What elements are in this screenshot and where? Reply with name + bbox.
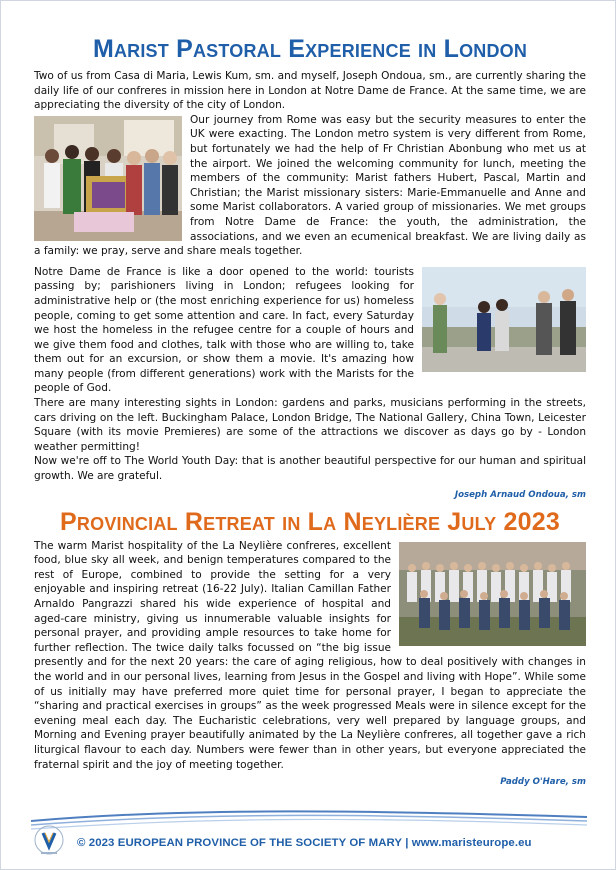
article1-para5: Now we're off to The World Youth Day: that is another beautiful perspective for our human and spiritual growth. We are grateful. [34,455,586,483]
article1-title: Marist Pastoral Experience in London [92,35,528,63]
photo-group-outdoors [422,267,586,372]
footer-wave-decoration [31,807,587,835]
footer-separator: | [405,837,409,849]
article1-para3: Notre Dame de France is like a door opened to the world: tourists passing by; parishioners living in London; refugees looking for administrative help or (the most enriching experience for us) homeless people, coming to get some attention and care. In fact, every Saturday we host the homeless in the refugee centre for a couple of hours and we give them food and clothes, talk with those who are willing to, take them out for an excursion, or show them a movie. It's amazing how many people (from different generations) work with the Marists for the people of God. [34,265,414,395]
article2-para1: The warm Marist hospitality of the La Neylière confreres, excellent food, blue sky all week, and benign temperatures compared to the rest of Europe, combined to provide the setting for a very enjoyable and inspiring retreat (16-22 July). Italian Camillan Father Arnaldo Pangrazzi shared his wide experience of hospital and aged-care ministry, giving us innumerable valuable insights for personal prayer, and providing ample resources to take home for further reflection. The twice daily talks focussed on “the big issue presently and for the next 20 years: the care of aging religious, how to deal positively with changes in the world and in our personal lives, learning from Jesus in the Gospel and living with Hope”. While some of us initially may have preferred more quiet time for personal prayer, I began to appreciate the “sharing and practical exercises in groups” as the week progressed Meals were in silence except for the evening meal each day. The Eucharistic celebrations, very well prepared by language groups, and Morning and Evening prayer beautifully animated by the La Neylière confreres, all together gave a rich liturgical flavour to each day. Numbers were fewer than in other years, but everyone appreciated the fraternal spirit and the joy of meeting together. [34,539,586,771]
article2-signature: Paddy O'Hare, sm [500,777,586,788]
footer-website-link[interactable]: www.maristeurope.eu [411,837,532,849]
photo-retreat-group [399,542,586,646]
article1-intro: Two of us from Casa di Maria, Lewis Kum, sm. and myself, Joseph Ondoua, sm., are currently sharing the daily life of our confreres in mission here in London at Notre Dame de France. At the same time, we are appreciating the diversity of the city of London. [34,70,586,112]
footer-line [77,837,597,849]
article1-para2: Our journey from Rome was easy but the security measures to enter the UK were exacting. The London metro system is very different from Rome, but fortunately we had the help of Fr Christian Abonbung who met us at the airport. We joined the welcoming community for lunch, meeting the members of the community: Marist fathers Hubert, Pascal, Martin and Christian; the Marist missionary sisters: Marie-Emmanuelle and Anne and some Marist collaborators. A varied group of missionaries. We met groups from Notre Dame de France: the youth, the administration, the associations, and we even an ecumenical breakfast. We are living daily as a family: we pray, serve and share meals together. [34,113,586,258]
society-of-mary-logo [33,824,65,858]
page-content [34,31,586,787]
article1-para4: There are many interesting sights in London: gardens and parks, musicians performing in the streets, cars driving on the left. Buckingham Palace, London Bridge, The National Gallery, China Town, Leicester Square (with its movie Premieres) are some of the attractions we discover as days go by - London weather permitting! [34,397,586,453]
footer-copyright: © 2023 EUROPEAN PROVINCE OF THE SOCIETY OF MARY [77,837,402,849]
photo-community-group [34,116,182,241]
article1-signature: Joseph Arnaud Ondoua, sm [454,489,586,500]
article2-title: Provincial Retreat in La Neylière July 2023 [60,507,560,536]
